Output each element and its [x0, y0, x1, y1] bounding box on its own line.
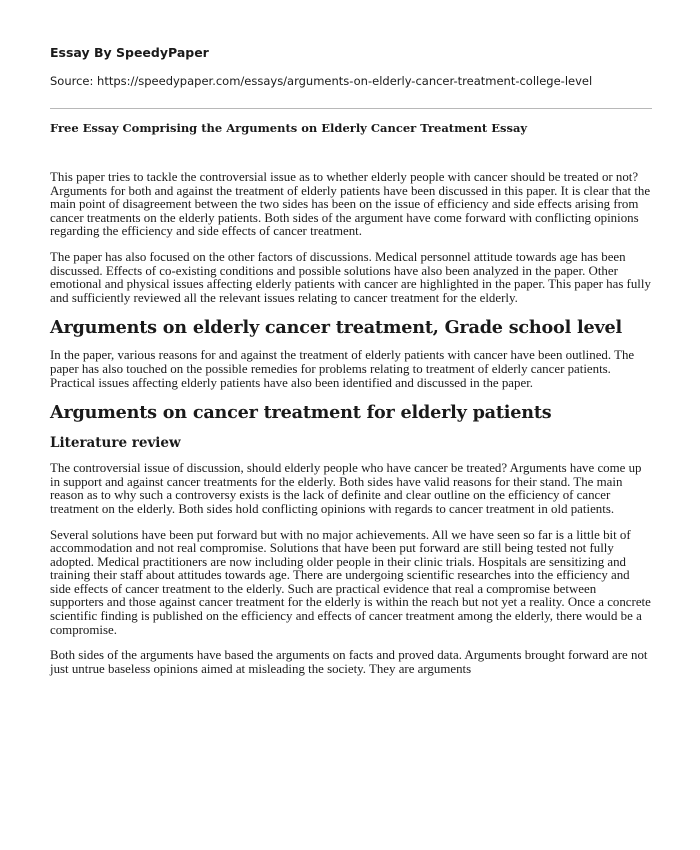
section1-paragraph-1: In the paper, various reasons for and against the treatment of elderly patients with cancer have been outlined. The paper has also touched on the possible remedies for problems relating to treatment of elderly cancer patients. Practical issues affecting elderly patients have also been identified and discussed in the paper.	[50, 348, 635, 390]
section2-paragraph-3: Both sides of the arguments have based the arguments on facts and proved data. Arguments brought forward are not just untrue baseless opinions aimed at misleading the society. They are arguments	[50, 648, 648, 676]
intro-paragraph-1: This paper tries to tackle the controversial issue as to whether elderly people with cancer should be treated or not? Arguments for both and against the treatment of elderly patients have been discussed in this paper. It is clear that the main point of disagreement between the two sides has been on the issue of efficiency and side effects arising from cancer treatments on the elderly patients. Both sides of the argument have come forward with conflicting opinions regarding the efficiency and side effects of cancer treatment.	[50, 170, 651, 239]
intro-paragraph-2: The paper has also focused on the other factors of discussions. Medical personnel attitude towards age has been discussed. Effects of co-existing conditions and possible solutions have also been analyzed in the paper. Other emotional and physical issues affecting elderly patients with cancer are highlighted in the paper. This paper has fully and sufficiently reviewed all the relevant issues relating to cancer treatment for the elderly.	[50, 249, 651, 305]
document-body	[50, 171, 652, 688]
source-link[interactable]: Source: https://speedypaper.com/essays/arguments-on-elderly-cancer-treatment-college-level	[50, 74, 593, 88]
section-heading-elderly-patients: Arguments on cancer treatment for elderly patients	[50, 402, 552, 424]
header-divider	[50, 108, 652, 109]
section2-paragraph-2: Several solutions have been put forward but with no major achievements. All we have seen so far is a little bit of accommodation and not real compromise. Solutions that have been put forward are still being tested not fully adopted. Medical practitioners are now including older people in their clinic trials. Hospitals are sensitizing and training their staff about attitudes towards age. There are undergoing scientific researches into the efficiency and side effects of cancer treatment to the elderly. Such are practical evidence that real a compromise between supporters and those against cancer treatment for the elderly is within the reach but not yet a reality. Once a concrete scientific finding is published on the efficiency and effects of cancer treatment among the elderly, there would be a compromise.	[50, 527, 651, 637]
section2-paragraph-1: The controversial issue of discussion, should elderly people who have cancer be treated? Arguments have come up in support and against cancer treatments for the elderly. Both sides have valid reasons for their stand. The main reason as to why such a controversy exists is the lack of definite and clear outline on the efficiency of cancer treatment on the elderly. Both sides hold conflicting opinions with regards to cancer treatment in old patients.	[50, 461, 642, 516]
brand-title: Essay By SpeedyPaper	[50, 45, 209, 60]
subheading-literature-review: Literature review	[50, 435, 181, 452]
document-title: Free Essay Comprising the Arguments on Elderly Cancer Treatment Essay	[50, 121, 528, 135]
section-heading-grade-school: Arguments on elderly cancer treatment, Grade school level	[50, 317, 622, 339]
